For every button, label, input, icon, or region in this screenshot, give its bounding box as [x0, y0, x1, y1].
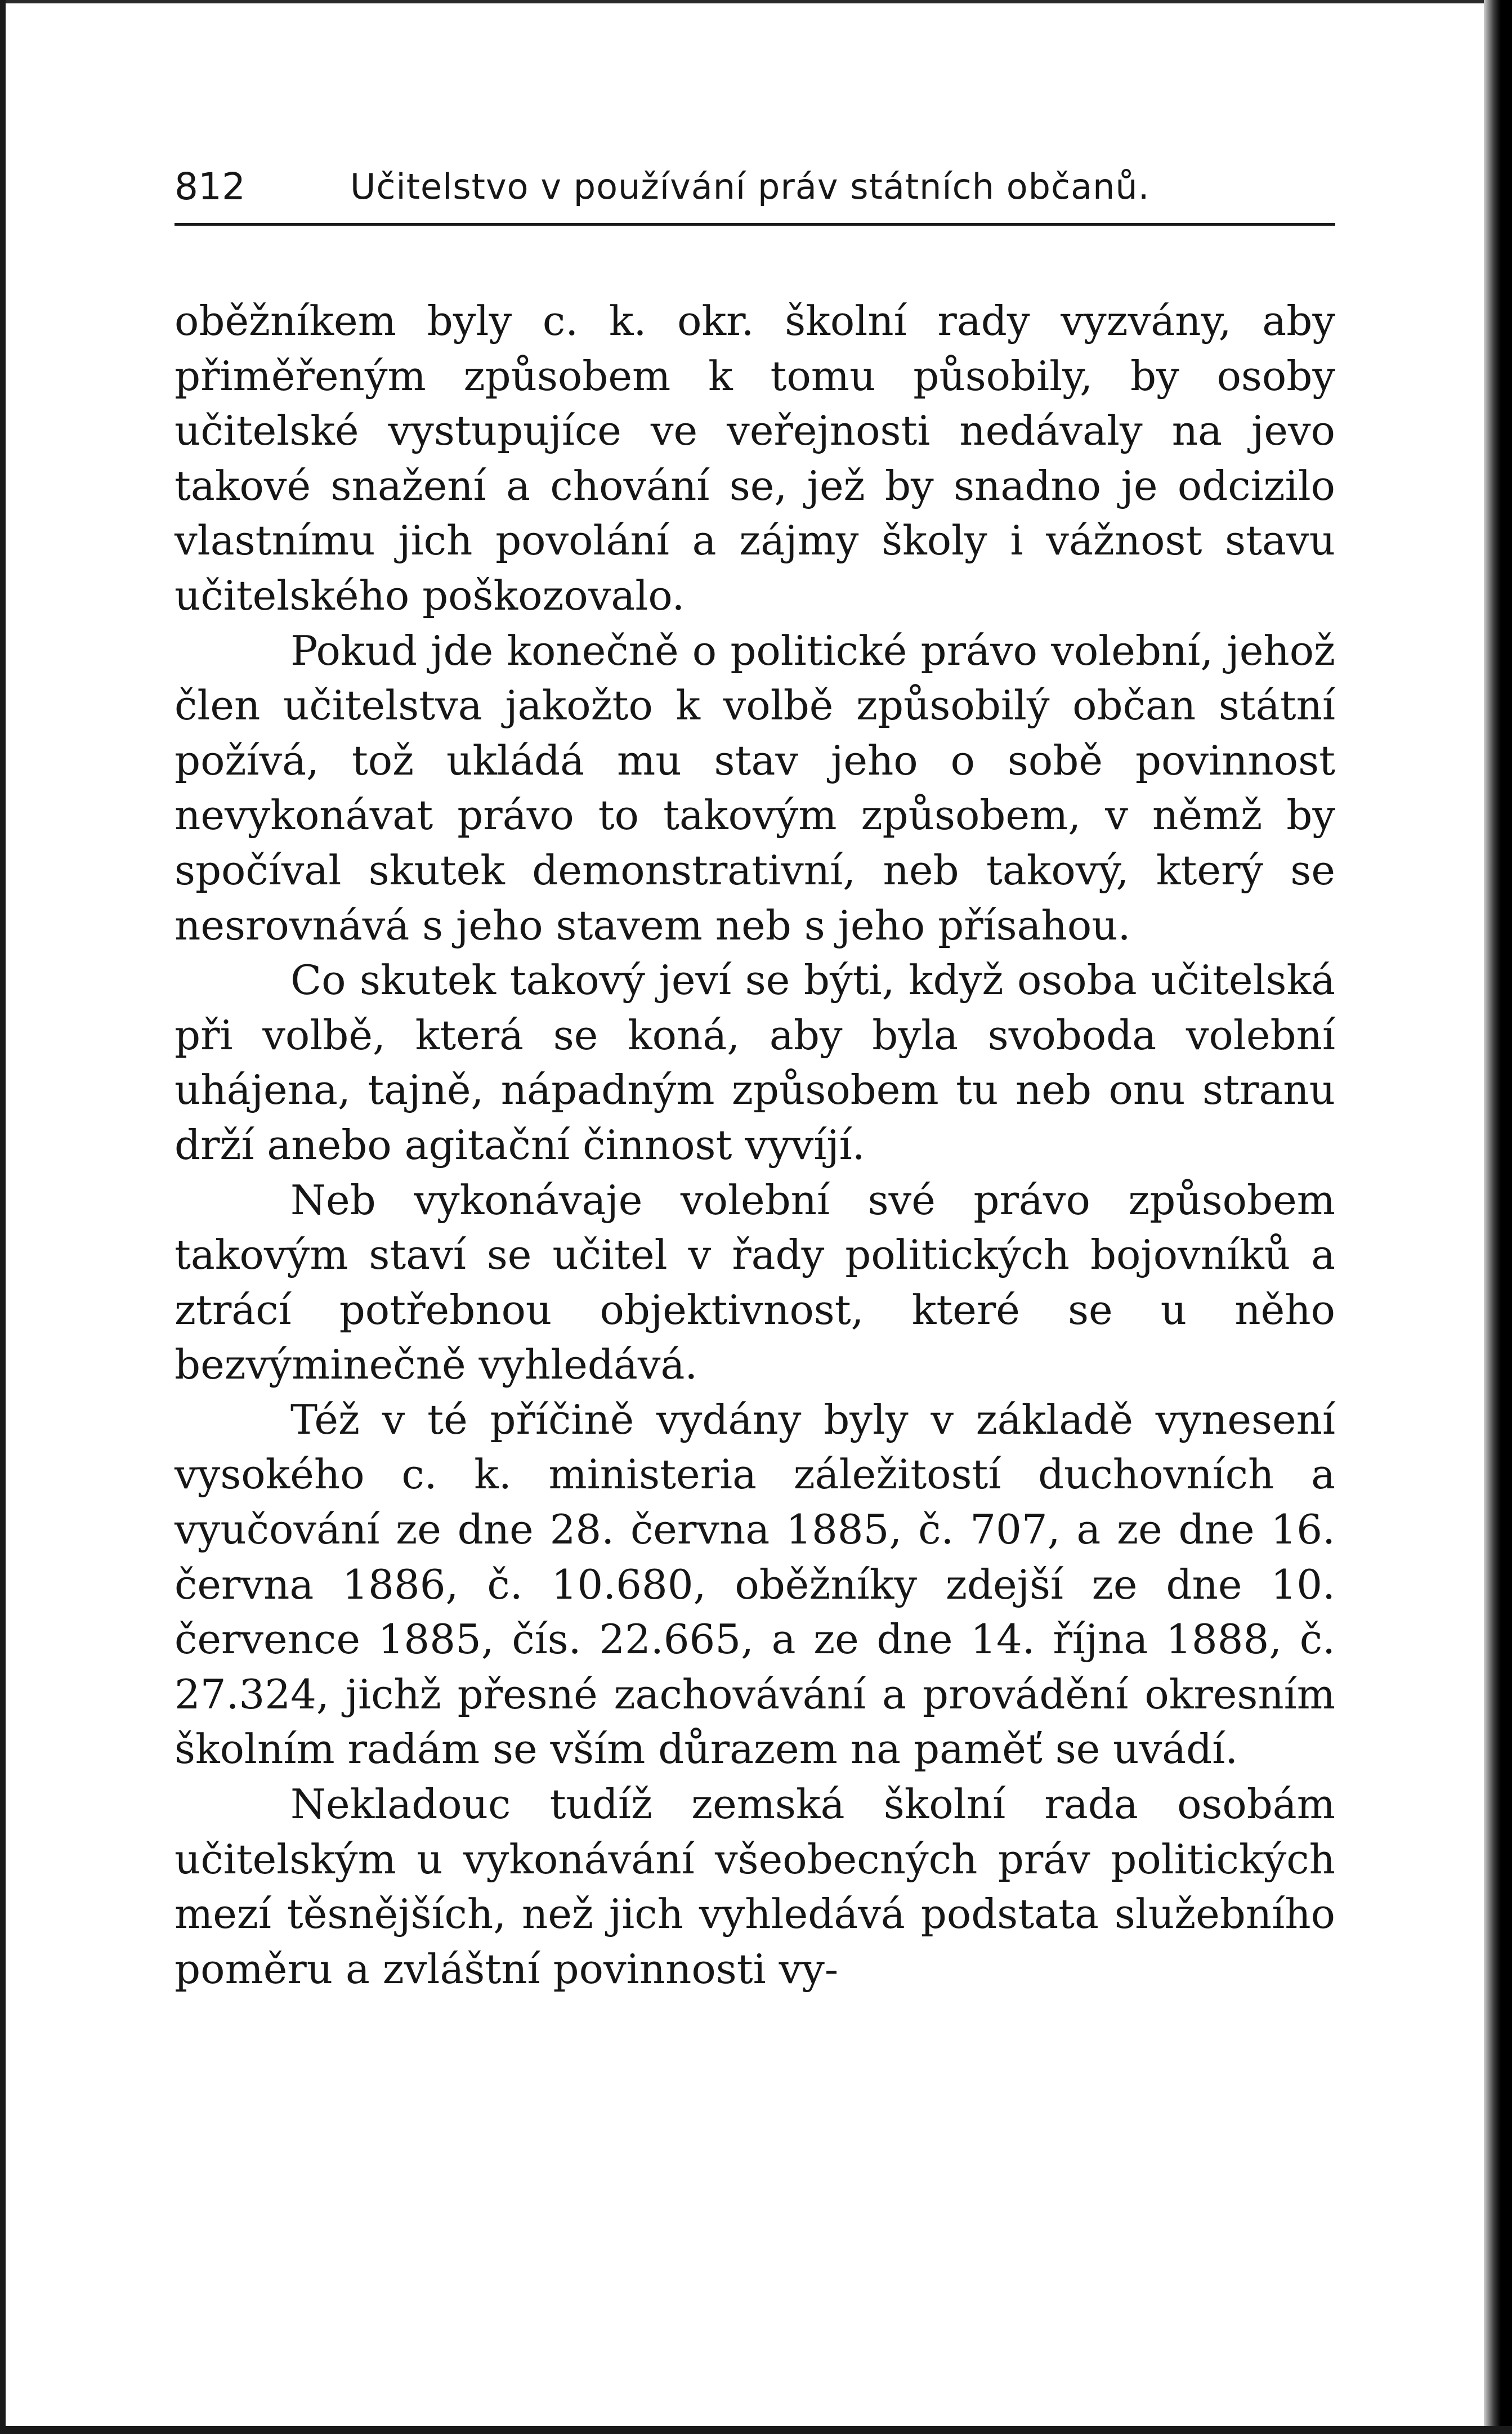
header-rule	[175, 223, 1335, 226]
paragraph-school-board: Nekladouc tudíž zemská školní rada osobám učitelským u vykonávání všeobecných práv politických mezí těsnějších, než jich vyhledává podstata služebního poměru a zvláštní povinnosti vy-	[175, 1780, 1335, 1993]
paragraph-demonstrative-act: Co skutek takový jeví se býti, když osoba učitelská při volbě, která se koná, aby byla svoboda volební uhájena, tajně, nápadným způsobem tu neb onu stranu drží anebo agitační činnost vyvíjí.	[175, 956, 1335, 1169]
running-title: Učitelstvo v používání práv státních občanů.	[350, 166, 1150, 207]
scan-right-edge	[1484, 0, 1512, 2434]
page-number: 812	[175, 165, 245, 208]
body-text	[175, 294, 1335, 1997]
scan-bottom-edge	[0, 2426, 1512, 2434]
scan-top-edge	[0, 0, 1512, 3]
paragraph-ministry-decrees: Též v té příčině vydány byly v základě vynesení vysokého c. k. ministeria záležitostí duchovních a vyučování ze dne 28. června 1885, č. 707, a ze dne 16. června 1886, č. 10.680, oběžníky zdejší ze dne 10. července 1885, čís. 22.665, a ze dne 14. října 1888, č. 27.324, jichž přesné zachovávání a provádění okresním školním radám se vším důrazem na paměť se uvádí.	[175, 1395, 1335, 1773]
scan-left-edge	[0, 0, 6, 2434]
page-header	[175, 159, 1334, 215]
paragraph-continuation: oběžníkem byly c. k. okr. školní rady vyzvány, aby přiměřeným způsobem k tomu působily, by osoby učitelské vystupujíce ve veřejnosti nedávaly na jevo takové snažení a chování se, jež by snadno je odcizilo vlastnímu jich povolání a zájmy školy i vážnost stavu učitelského poškozovalo.	[175, 297, 1335, 619]
paragraph-political-fighters: Neb vykonávaje volební své právo způsobem takovým staví se učitel v řady politických bojovníků a ztrácí potřebnou objektivnost, které se u něho bezvýminečně vyhledává.	[175, 1176, 1335, 1389]
paragraph-voting-right: Pokud jde konečně o politické právo volební, jehož člen učitelstva jakožto k volbě způsobilý občan státní požívá, tož ukládá mu stav jeho o sobě povinnost nevykonávat právo to takovým způsobem, v němž by spočíval skutek demonstrativní, neb takový, který se nesrovnává s jeho stavem neb s jeho přísahou.	[175, 627, 1335, 949]
